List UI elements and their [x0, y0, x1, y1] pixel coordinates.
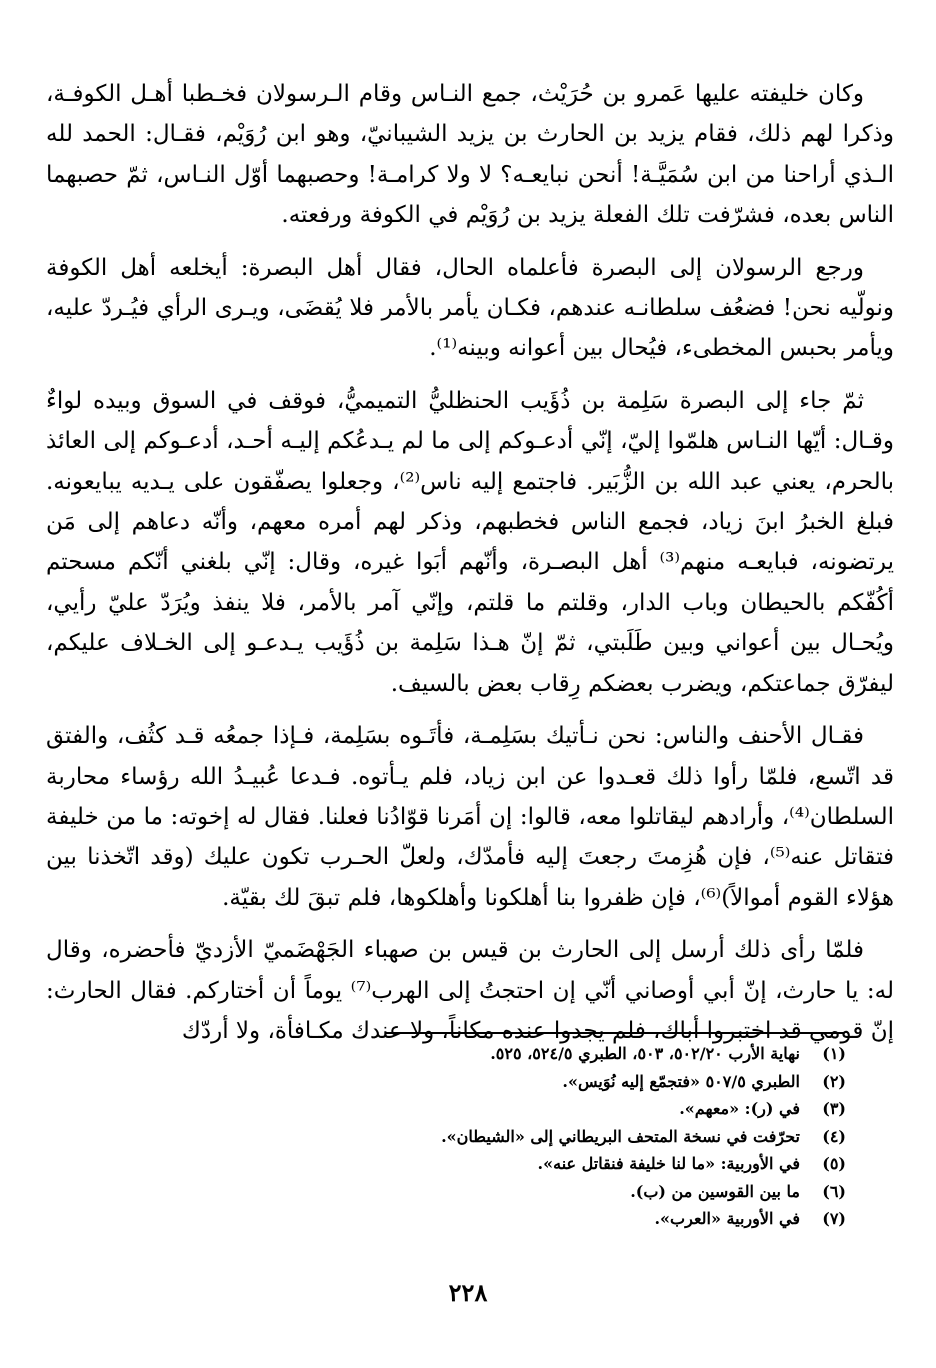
- footnote-number: (٦): [822, 1181, 846, 1201]
- footnote-number: (٥): [822, 1154, 846, 1173]
- paragraph-4: فقـال الأحنف والناس: نحن نـأتيك بسَلِمـة، فأتَـوه بسَلِمة، فـإذا جمعُه قـد كثُف، والفتق قد اتّسع، فلمّا رأوا ذلك قعـدوا عن ابن زياد، فلم يـأتوه. فـدعا عُبيـدُ الله رؤساء محاربة السلطان⁽⁴⁾، وأرادهم ليقاتلوا معه، قالوا: إن أمَرنا قوّادُنا فعلنا. فقال له إخوته: ما من خليفة فتقاتل عنه⁽⁵⁾، فإن هُزِمتَ رجعتَ إليه فأمدّك، ولعلّ الحـرب تكون عليك (وقد اتّخذنا بين هؤلاء القوم أموالاً)⁽⁶⁾، فإن ظفروا بنا أهلكونا وأهلكوها، فلم تبقَ لك بقيّة.: [46, 723, 895, 911]
- footnote-3: [100, 1095, 846, 1123]
- footnote-divider: [386, 1032, 844, 1034]
- footnote-text: تحرّفت في نسخة المتحف البريطاني إلى «الشيطان».: [441, 1126, 800, 1146]
- footnote-text: ما بين القوسين من (ب).: [630, 1181, 800, 1201]
- footnote-7: [100, 1205, 846, 1233]
- footnote-text: في الأوربية: «ما لنا خليفة فنقاتل عنه».: [537, 1154, 800, 1173]
- footnote-6: [100, 1178, 846, 1206]
- footnote-text: في (ر): «معهم».: [679, 1099, 800, 1118]
- footnote-number: (١): [822, 1044, 846, 1063]
- footnote-number: (٣): [822, 1099, 846, 1118]
- paragraph-2: ورجع الرسولان إلى البصرة فأعلماه الحال، فقال أهل البصرة: أيخلعه أهل الكوفة ونولّيه نحن! فضعُف سلطانـه عندهم، فكـان يأمر بالأمر فلا يُقضَى، ويـرى الرأي فيُـردّ عليه، ويأمر بحبس المخطىء، فيُحال بين أعوانه وبينه⁽¹⁾.: [46, 254, 894, 362]
- footnote-number: (٤): [822, 1126, 846, 1146]
- footnote-text: نهاية الأرب ٥٠٢/٢٠، ٥٠٣، الطبري ٥٢٤/٥، ٥٢٥.: [490, 1044, 800, 1063]
- footnotes-list: [100, 1040, 846, 1233]
- footnote-1: [100, 1040, 846, 1068]
- page-number: ٢٢٨: [448, 1278, 488, 1307]
- footnote-2: [100, 1068, 846, 1096]
- footnote-4: [100, 1123, 846, 1151]
- paragraph-1: وكان خليفته عليها عَمرو بن حُرَيْث، جمع النـاس وقام الـرسولان فخـطبا أهـل الكوفـة، وذكرا لهم ذلك، فقام يزيد بن الحارث بن يزيد الشيبانيّ، وهو ابن رُوَيْم، فقـال: الحمد لله الـذي أراحنا من ابن سُمَيَّـة! أنحن نبايعـه؟ لا ولا كرامـة! وحصبهما أوّل النـاس، ثمّ حصبهما الناس بعده، فشرّفت تلك الفعلة يزيد بن رُوَيْم في الكوفة ورفعته.: [46, 81, 894, 229]
- footnote-number: (٧): [822, 1209, 846, 1228]
- footnote-5: [100, 1150, 846, 1178]
- footnote-number: (٢): [822, 1071, 846, 1091]
- footnote-text: الطبري ٥٠٧/٥ «فتجمّع إليه نُوَيس».: [562, 1071, 800, 1091]
- paragraph-5: فلمّا رأى ذلك أرسل إلى الحارث بن قيس بن صهباء الجَهْضَميّ الأزديّ فأحضره، وقال له: يا حارث، إنّ أبي أوصاني أنّي إن احتجتُ إلى الهرب⁽⁷⁾ يوماً أن أختاركم. فقال الحارث: إنّ قومي قد اختبروا أباك، فلم يجدوا عنده مكاناً، ولا عندك مكـافأة، ولا أردّك: [46, 937, 894, 1044]
- paragraph-3: ثمّ جاء إلى البصرة سَلِمة بن ذُؤَيب الحنظليُّ التميميُّ، فوقف في السوق وبيده لواءٌ وقـال: أيّها النـاس هلمّوا إليّ، إنّي أدعـوكم إلى ما لم يـدعُكم إليـه أحـد، أدعـوكم إلى العائذ بالحرم، يعني عبد الله بن الزُّبَير. فاجتمع إليه ناس⁽²⁾، وجعلوا يصفّقون على يـديه يبايعونه. فبلغ الخبرُ ابنَ زياد، فجمع الناس فخطبهم، وذكر لهم أمره معهم، وأنّه دعاهم إلى مَن يرتضونه، فبايعـه منهم⁽³⁾ أهل البصـرة، وأنّهم أبَوا غيره، وقال: إنّي بلغني أنّكم مسحتم أكُفّكم بالحيطان وباب الدار، وقلتم ما قلتم، وإنّي آمر بالأمر، فلا ينفذ ويُرَدّ عليّ رأيي، ويُحـال بين أعواني وبين طَلَبتي، ثمّ إنّ هـذا سَلِمة بن ذُؤَيب يـدعـو إلى الخـلاف عليكم، ليفرّق جماعتكم، ويضرب بعضكم رِقاب بعض بالسيف.: [46, 387, 894, 697]
- footnote-text: في الأوربية «العرب».: [654, 1209, 800, 1228]
- main-text: [46, 74, 894, 1063]
